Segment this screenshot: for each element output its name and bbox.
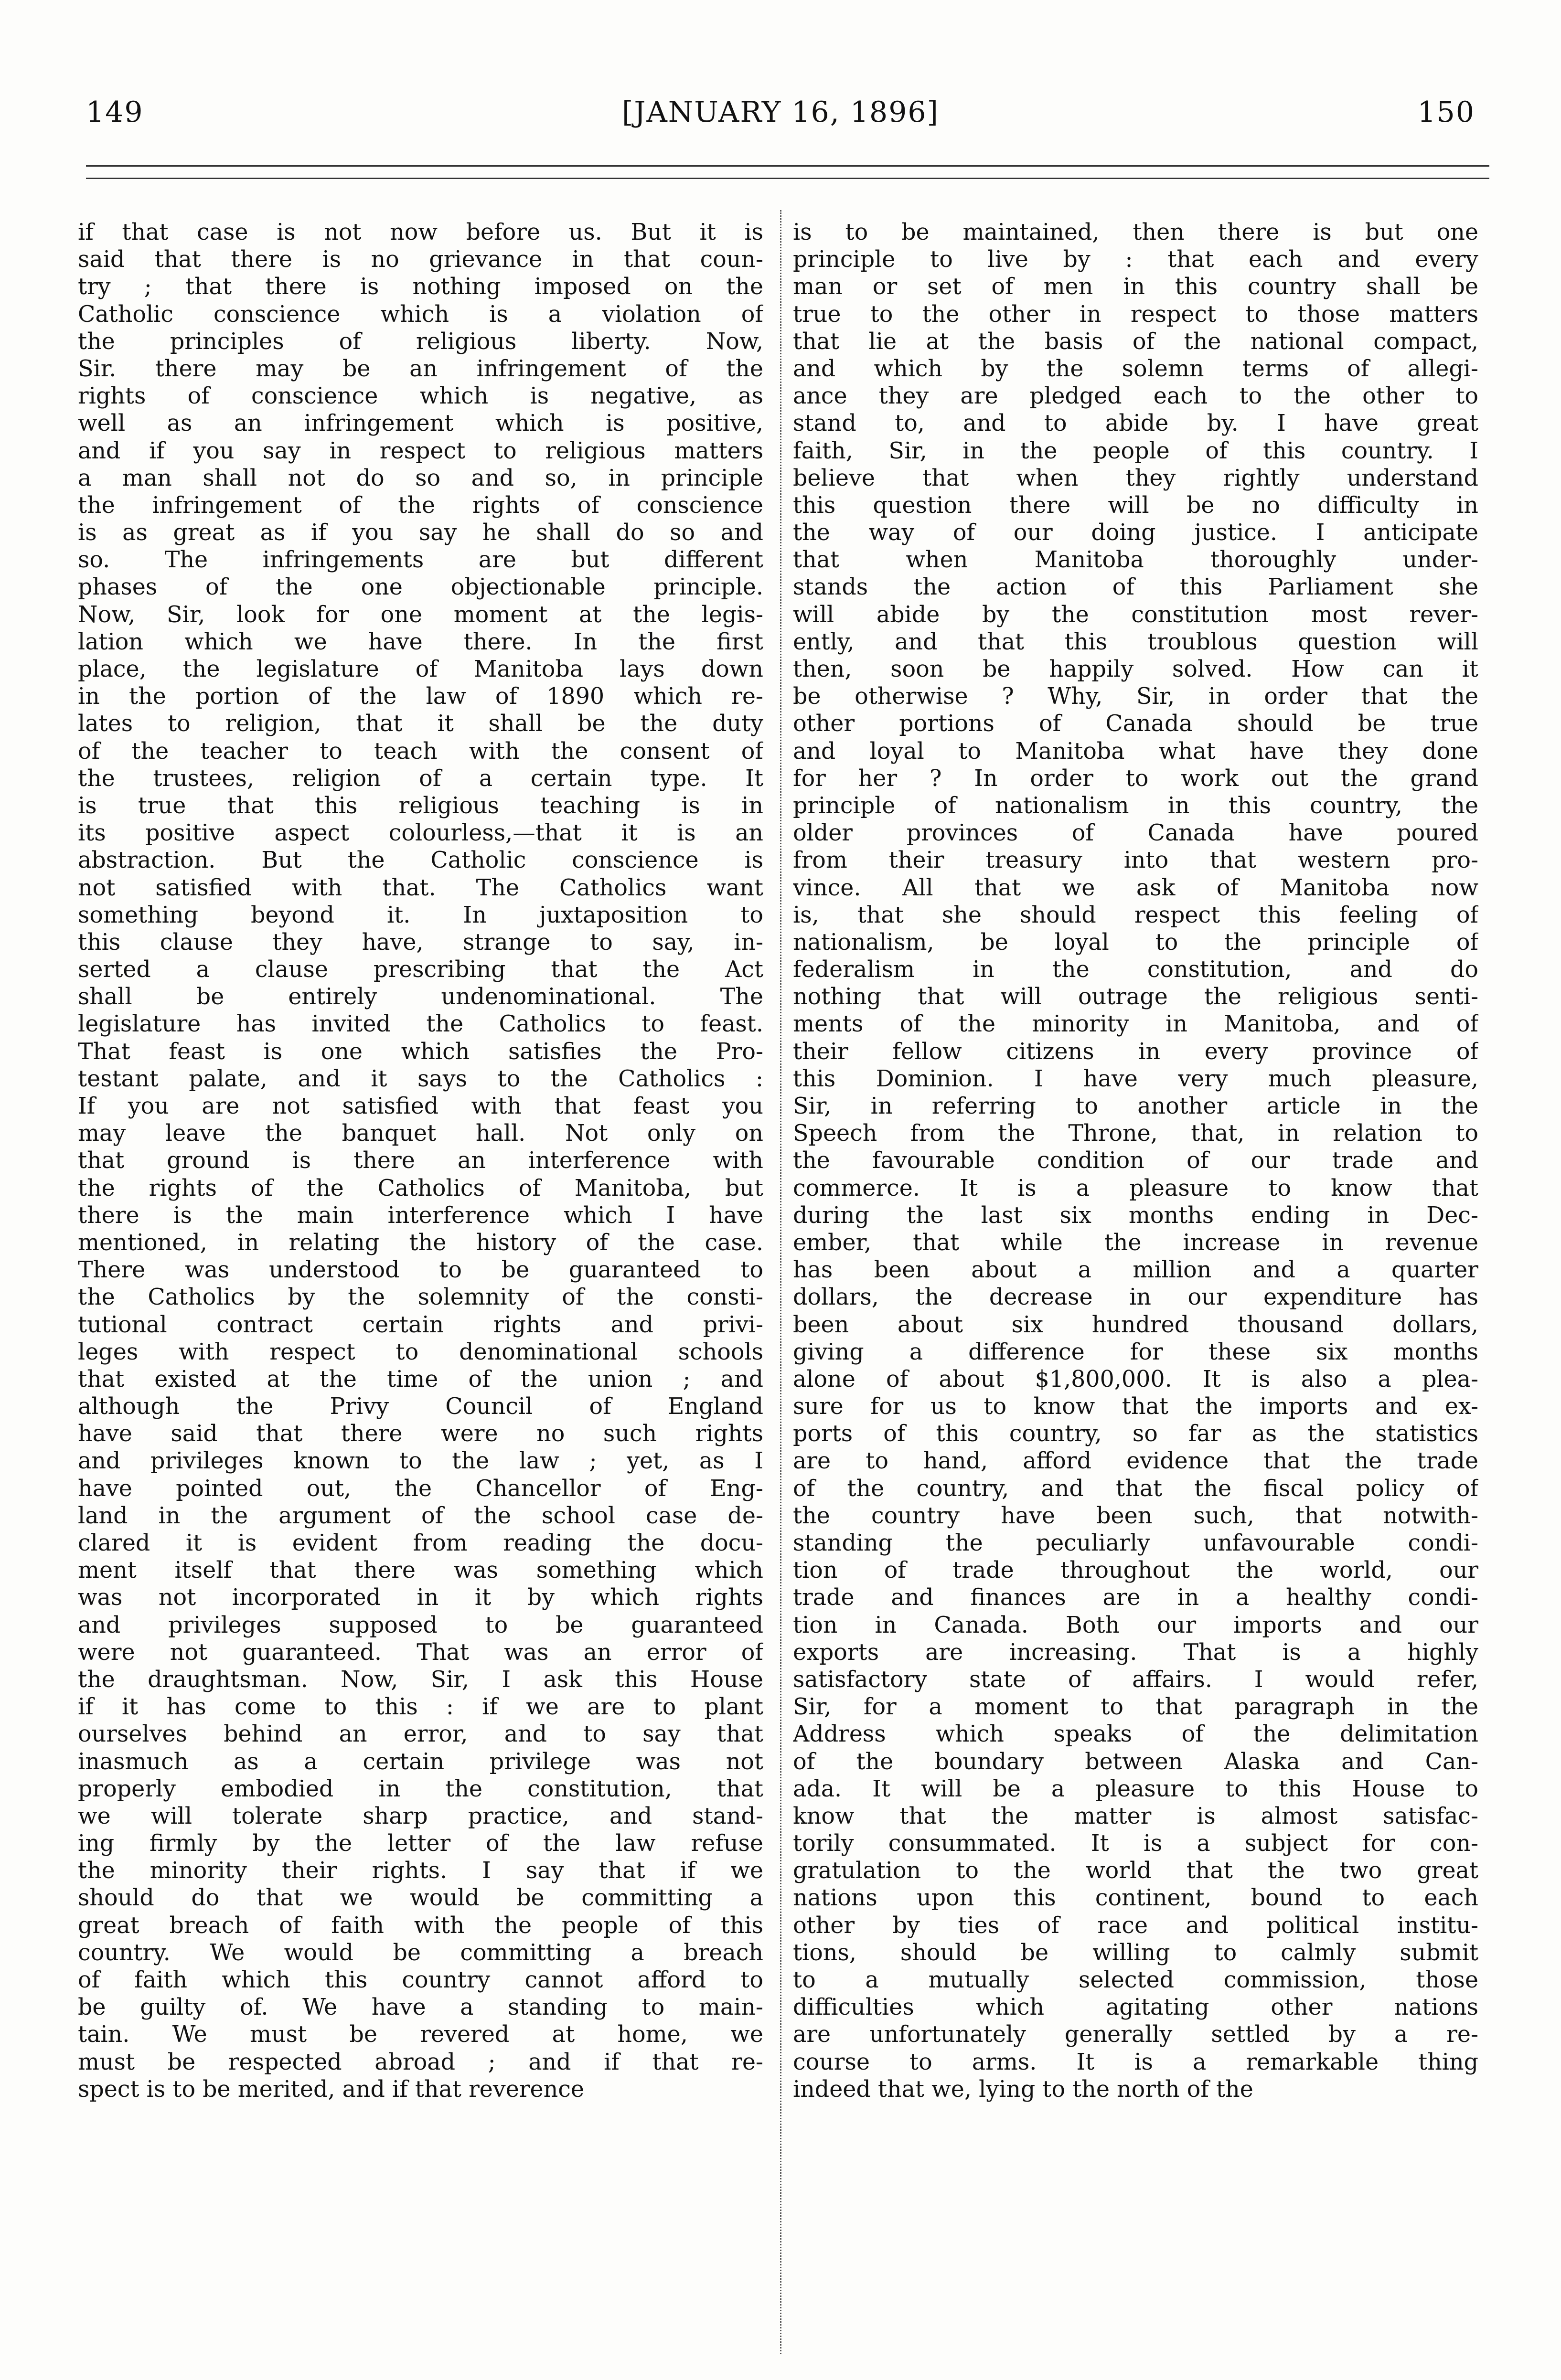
text-line: its positive aspect colourless,—that it is an <box>78 820 763 847</box>
text-line: in the portion of the law of 1890 which re- <box>78 683 763 710</box>
text-line: is to be maintained, then there is but one <box>793 219 1478 245</box>
text-line: Sir, for a moment to that paragraph in the <box>793 1694 1478 1721</box>
text-line: during the last six months ending in Dec- <box>793 1202 1478 1229</box>
column-divider <box>780 210 781 2354</box>
text-line: a man shall not do so and so, in principle <box>78 465 763 491</box>
text-line: be otherwise ? Why, Sir, in order that the <box>793 683 1478 710</box>
text-line: standing the peculiarly unfavourable condi- <box>793 1530 1478 1556</box>
text-line: man or set of men in this country shall be <box>793 274 1478 300</box>
text-line: and which by the solemn terms of allegi- <box>793 355 1478 382</box>
text-line: will abide by the constitution most rever- <box>793 601 1478 628</box>
text-line: place, the legislature of Manitoba lays down <box>78 656 763 682</box>
text-line: the minority their rights. I say that if we <box>78 1858 763 1884</box>
text-line: the way of our doing justice. I anticipate <box>793 520 1478 546</box>
text-line: satisfactory state of affairs. I would refer, <box>793 1666 1478 1693</box>
text-line: nothing that will outrage the religious senti- <box>793 984 1478 1010</box>
text-line: ada. It will be a pleasure to this House to <box>793 1775 1478 1802</box>
text-line: Sir. there may be an infringement of the <box>78 355 763 382</box>
text-line: the trustees, religion of a certain type. It <box>78 765 763 792</box>
text-line: the Catholics by the solemnity of the consti- <box>78 1284 763 1311</box>
text-line: if that case is not now before us. But it is <box>78 219 763 245</box>
page-header <box>72 86 1489 143</box>
header-rule-top <box>86 165 1489 167</box>
text-line: giving a difference for these six months <box>793 1339 1478 1365</box>
text-line: their fellow citizens in every province of <box>793 1038 1478 1065</box>
header-rule-bottom <box>86 178 1489 179</box>
text-line: so. The infringements are but different <box>78 547 763 574</box>
text-line: of the country, and that the fiscal policy of <box>793 1475 1478 1502</box>
text-line: tutional contract certain rights and privi- <box>78 1311 763 1338</box>
text-line: properly embodied in the constitution, that <box>78 1775 763 1802</box>
text-line: there is the main interference which I have <box>78 1202 763 1229</box>
text-line: although the Privy Council of England <box>78 1393 763 1420</box>
text-line: ports of this country, so far as the statistics <box>793 1421 1478 1447</box>
text-line: this clause they have, strange to say, in- <box>78 929 763 956</box>
text-line: trade and finances are in a healthy condi- <box>793 1584 1478 1611</box>
text-line: ing firmly by the letter of the law refuse <box>78 1830 763 1857</box>
text-line: ments of the minority in Manitoba, and of <box>793 1011 1478 1038</box>
text-line: this Dominion. I have very much pleasure, <box>793 1065 1478 1092</box>
text-line: and loyal to Manitoba what have they done <box>793 738 1478 765</box>
text-line: if it has come to this : if we are to plant <box>78 1694 763 1721</box>
text-line: may leave the banquet hall. Not only on <box>78 1120 763 1147</box>
text-line: ment itself that there was something which <box>78 1557 763 1584</box>
text-line: and privileges known to the law ; yet, as I <box>78 1448 763 1475</box>
text-line: faith, Sir, in the people of this country. I <box>793 437 1478 464</box>
text-line: have said that there were no such rights <box>78 1421 763 1447</box>
text-line: the rights of the Catholics of Manitoba, but <box>78 1175 763 1201</box>
text-line: vince. All that we ask of Manitoba now <box>793 874 1478 901</box>
text-line: been about six hundred thousand dollars, <box>793 1311 1478 1338</box>
text-line: difficulties which agitating other nations <box>793 1994 1478 2021</box>
text-line: Catholic conscience which is a violation of <box>78 301 763 328</box>
text-line: for her ? In order to work out the grand <box>793 765 1478 792</box>
text-line: ance they are pledged each to the other to <box>793 383 1478 410</box>
text-line: If you are not satisfied with that feast you <box>78 1093 763 1119</box>
text-line: were not guaranteed. That was an error of <box>78 1639 763 1666</box>
text-line: other portions of Canada should be true <box>793 711 1478 737</box>
text-line: from their treasury into that western pro- <box>793 847 1478 874</box>
text-line: and privileges supposed to be guaranteed <box>78 1612 763 1638</box>
text-line: commerce. It is a pleasure to know that <box>793 1175 1478 1201</box>
text-line: Sir, in referring to another article in the <box>793 1093 1478 1119</box>
text-line: Now, Sir, look for one moment at the legis- <box>78 601 763 628</box>
left-column <box>78 219 763 2103</box>
text-line: legislature has invited the Catholics to feast. <box>78 1011 763 1038</box>
text-line: that lie at the basis of the national compact, <box>793 328 1478 355</box>
text-line: true to the other in respect to those matters <box>793 301 1478 328</box>
text-line: the country have been such, that notwith- <box>793 1502 1478 1529</box>
text-line: of the teacher to teach with the consent of <box>78 738 763 765</box>
text-line: stands the action of this Parliament she <box>793 574 1478 601</box>
text-line: must be respected abroad ; and if that re- <box>78 2049 763 2075</box>
text-line: that ground is there an interference with <box>78 1148 763 1174</box>
text-line: be guilty of. We have a standing to main- <box>78 1994 763 2021</box>
text-line: phases of the one objectionable principle. <box>78 574 763 601</box>
text-line: of faith which this country cannot afford to <box>78 1967 763 1993</box>
text-line: lates to religion, that it shall be the duty <box>78 711 763 737</box>
text-line: serted a clause prescribing that the Act <box>78 956 763 983</box>
text-line: this question there will be no difficulty in <box>793 492 1478 519</box>
text-line: nations upon this continent, bound to each <box>793 1885 1478 1912</box>
text-line: well as an infringement which is positive, <box>78 410 763 437</box>
text-line: ember, that while the increase in revenue <box>793 1229 1478 1256</box>
text-line: other by ties of race and political institu- <box>793 1912 1478 1939</box>
text-line: shall be entirely undenominational. The <box>78 984 763 1010</box>
text-line: is true that this religious teaching is in <box>78 792 763 819</box>
text-line: of the boundary between Alaska and Can- <box>793 1748 1478 1775</box>
text-line: alone of about $1,800,000. It is also a plea- <box>793 1366 1478 1392</box>
text-line: the favourable condition of our trade and <box>793 1148 1478 1174</box>
text-line: testant palate, and it says to the Catholics : <box>78 1065 763 1092</box>
text-line: Speech from the Throne, that, in relation to <box>793 1120 1478 1147</box>
text-line: course to arms. It is a remarkable thing <box>793 2049 1478 2075</box>
text-line: said that there is no grievance in that coun- <box>78 246 763 273</box>
text-line: mentioned, in relating the history of the case. <box>78 1229 763 1256</box>
text-line: nationalism, be loyal to the principle of <box>793 929 1478 956</box>
header-date: [JANUARY 16, 1896] <box>622 96 939 129</box>
text-line: federalism in the constitution, and do <box>793 956 1478 983</box>
text-line: principle of nationalism in this country, the <box>793 792 1478 819</box>
text-line: spect is to be merited, and if that reverence <box>78 2076 584 2103</box>
text-line: then, soon be happily solved. How can it <box>793 656 1478 682</box>
text-line: should do that we would be committing a <box>78 1885 763 1912</box>
text-line: have pointed out, the Chancellor of Eng- <box>78 1475 763 1502</box>
text-line: torily consummated. It is a subject for con- <box>793 1830 1478 1857</box>
text-line: tion of trade throughout the world, our <box>793 1557 1478 1584</box>
text-line: something beyond it. In juxtaposition to <box>78 902 763 928</box>
text-line: the infringement of the rights of conscience <box>78 492 763 519</box>
text-line: gratulation to the world that the two great <box>793 1858 1478 1884</box>
text-line: was not incorporated in it by which rights <box>78 1584 763 1611</box>
text-line: to a mutually selected commission, those <box>793 1967 1478 1993</box>
page-number-left: 149 <box>86 96 144 129</box>
text-line: great breach of faith with the people of this <box>78 1912 763 1939</box>
text-line: that existed at the time of the union ; and <box>78 1366 763 1392</box>
text-line: we will tolerate sharp practice, and stand- <box>78 1803 763 1829</box>
text-line: country. We would be committing a breach <box>78 1939 763 1966</box>
text-line: is, that she should respect this feeling of <box>793 902 1478 928</box>
text-line: lation which we have there. In the first <box>78 628 763 655</box>
text-line: There was understood to be guaranteed to <box>78 1257 763 1284</box>
text-line: believe that when they rightly understand <box>793 465 1478 491</box>
text-line: sure for us to know that the imports and ex- <box>793 1393 1478 1420</box>
text-line: That feast is one which satisfies the Pro- <box>78 1038 763 1065</box>
page-number-right: 150 <box>1417 96 1475 129</box>
text-line: exports are increasing. That is a highly <box>793 1639 1478 1666</box>
right-column <box>793 219 1478 2103</box>
text-line: that when Manitoba thoroughly under- <box>793 547 1478 574</box>
text-line: ently, and that this troublous question will <box>793 628 1478 655</box>
text-line: know that the matter is almost satisfac- <box>793 1803 1478 1829</box>
text-line: and if you say in respect to religious matters <box>78 437 763 464</box>
text-line: land in the argument of the school case de- <box>78 1502 763 1529</box>
text-line: principle to live by : that each and every <box>793 246 1478 273</box>
text-line: tain. We must be revered at home, we <box>78 2021 763 2048</box>
text-line: clared it is evident from reading the docu- <box>78 1530 763 1556</box>
text-line: not satisfied with that. The Catholics want <box>78 874 763 901</box>
text-line: tions, should be willing to calmly submit <box>793 1939 1478 1966</box>
text-line: leges with respect to denominational schools <box>78 1339 763 1365</box>
text-line: older provinces of Canada have poured <box>793 820 1478 847</box>
text-line: indeed that we, lying to the north of the <box>793 2076 1253 2103</box>
text-line: Address which speaks of the delimitation <box>793 1721 1478 1748</box>
text-line: has been about a million and a quarter <box>793 1257 1478 1284</box>
text-line: the draughtsman. Now, Sir, I ask this House <box>78 1666 763 1693</box>
text-line: dollars, the decrease in our expenditure has <box>793 1284 1478 1311</box>
text-line: tion in Canada. Both our imports and our <box>793 1612 1478 1638</box>
text-line: inasmuch as a certain privilege was not <box>78 1748 763 1775</box>
text-line: try ; that there is nothing imposed on the <box>78 274 763 300</box>
text-line: are to hand, afford evidence that the trade <box>793 1448 1478 1475</box>
text-line: stand to, and to abide by. I have great <box>793 410 1478 437</box>
text-line: rights of conscience which is negative, as <box>78 383 763 410</box>
text-line: the principles of religious liberty. Now, <box>78 328 763 355</box>
text-line: ourselves behind an error, and to say that <box>78 1721 763 1748</box>
text-line: is as great as if you say he shall do so and <box>78 520 763 546</box>
text-line: are unfortunately generally settled by a re- <box>793 2021 1478 2048</box>
text-line: abstraction. But the Catholic conscience is <box>78 847 763 874</box>
